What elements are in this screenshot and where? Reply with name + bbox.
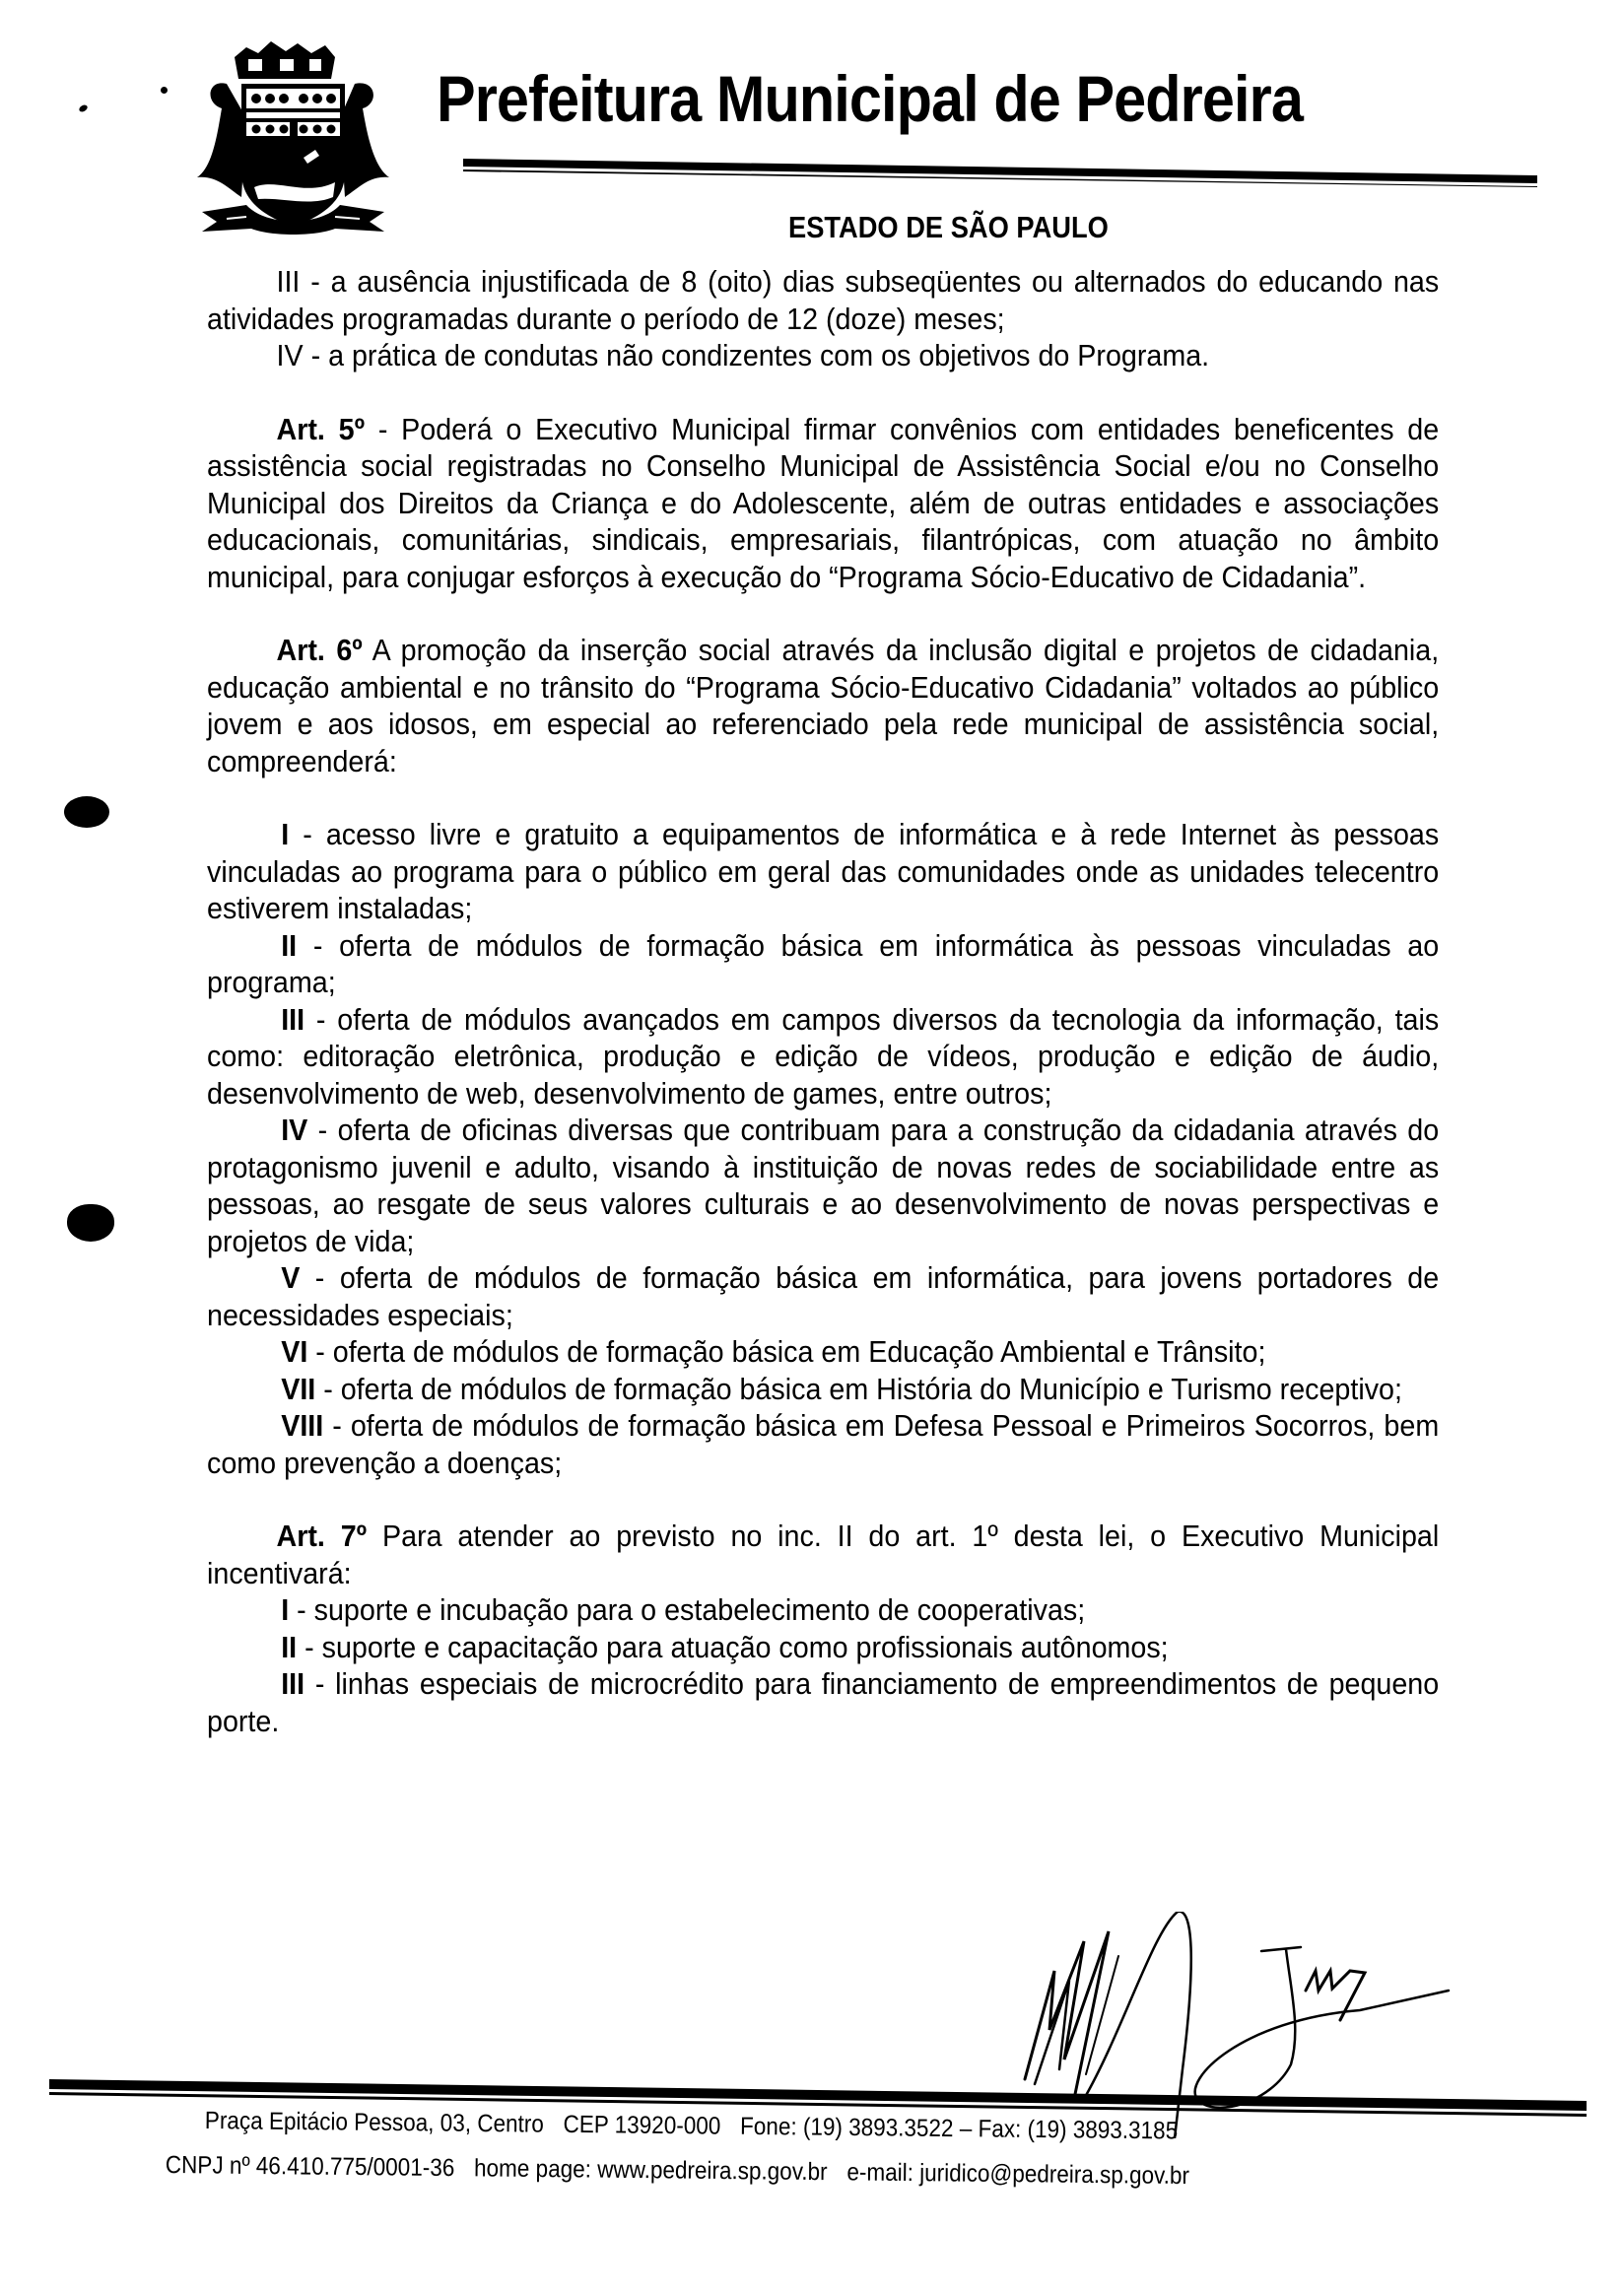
- item-text: - oferta de módulos avançados em campos diversos da tecnologia da informação, tais como: editoração eletrônica, produção e edição de vídeos, produção e edição de áudio, desenvolvimento de web, desenvolvimento de games, entre outros;: [207, 1002, 1440, 1111]
- art6-item-iii: [207, 1002, 1439, 1114]
- clause-iii: [207, 264, 1439, 338]
- article-7: [207, 1519, 1439, 1592]
- article-label: Art. 6º: [276, 634, 363, 667]
- document-body: [207, 264, 1439, 1740]
- footer-phone: Fone: (19) 3893.3522 – Fax: (19) 3893.3185: [739, 2112, 1179, 2145]
- scan-speck: [161, 87, 168, 94]
- clause-text: - a prática de condutas não condizentes com os objetivos do Programa.: [303, 339, 1210, 372]
- footer-cep: CEP 13920-000: [563, 2110, 721, 2140]
- art6-item-i: [207, 817, 1439, 928]
- footer-email[interactable]: e-mail: juridico@pedreira.sp.gov.br: [846, 2158, 1190, 2191]
- item-text: - acesso livre e gratuito a equipamentos de informática e à rede Internet às pessoas vinculadas ao programa para o público em geral das comunidades onde as unidades telecentro estiverem instaladas;: [207, 818, 1440, 925]
- item-text: - oferta de módulos de formação básica em informática às pessoas vinculadas ao programa;: [207, 928, 1440, 999]
- article-text: A promoção da inserção social através da inclusão digital e projetos de cidadania, educação ambiental e no trânsito do “Programa Sócio-Educativo Cidadania” voltados ao público jovem e aos idosos, em especial ao referenciado pela rede municipal de assistência social, compreenderá:: [207, 634, 1440, 778]
- article-text: Para atender ao previsto no inc. II do art. 1º desta lei, o Executivo Municipal incentivará:: [207, 1519, 1440, 1590]
- art6-item-iv: [207, 1113, 1439, 1260]
- item-label: VIII: [281, 1409, 324, 1443]
- item-text: - suporte e incubação para o estabelecimento de cooperativas;: [289, 1593, 1086, 1627]
- header-double-rule: [463, 158, 1537, 187]
- item-label: VII: [281, 1372, 316, 1406]
- item-text: - oferta de módulos de formação básica em informática, para jovens portadores de necessidades especiais;: [207, 1261, 1440, 1332]
- art7-item-i: [207, 1592, 1439, 1630]
- art6-item-vii: [207, 1372, 1439, 1409]
- item-text: - oferta de módulos de formação básica em Educação Ambiental e Trânsito;: [307, 1335, 1266, 1369]
- clause-label: IV: [276, 339, 304, 372]
- item-text: - oferta de oficinas diversas que contribuam para a construção da cidadania através do protagonismo juvenil e adulto, visando à instituição de novas redes de sociabilidade entre as pessoas, ao resgate de seus valores culturais e ao desenvolvimento de novas perspectivas e projetos de vida;: [207, 1114, 1440, 1258]
- article-5: [207, 412, 1439, 597]
- footer-registry-line: [166, 2151, 1189, 2191]
- scan-speck: [78, 103, 89, 113]
- clause-iv: [207, 338, 1439, 375]
- art6-item-vi: [207, 1334, 1439, 1372]
- punch-hole: [64, 796, 109, 828]
- article-label: Art. 5º: [276, 412, 366, 446]
- item-text: - oferta de módulos de formação básica em História do Município e Turismo receptivo;: [315, 1372, 1402, 1406]
- item-label: V: [281, 1261, 301, 1295]
- item-label: VI: [281, 1335, 308, 1369]
- item-text: - linhas especiais de microcrédito para financiamento de empreendimentos de pequeno porte.: [207, 1667, 1440, 1738]
- punch-hole: [67, 1204, 114, 1242]
- item-label: III: [281, 1667, 305, 1701]
- article-label: Art. 7º: [276, 1519, 368, 1553]
- clause-text: - a ausência injustificada de 8 (oito) dias subseqüentes ou alternados do educando nas atividades programadas durante o período de 12 (doze) meses;: [207, 265, 1440, 336]
- item-label: I: [281, 818, 290, 851]
- item-label: I: [281, 1593, 290, 1627]
- item-label: III: [281, 1002, 305, 1037]
- article-6: [207, 633, 1439, 780]
- art6-item-viii: [207, 1408, 1439, 1482]
- item-label: II: [281, 1630, 298, 1664]
- art7-item-iii: [207, 1666, 1439, 1740]
- state-subtitle: ESTADO DE SÃO PAULO: [788, 210, 1109, 244]
- footer-address: Praça Epitácio Pessoa, 03, Centro: [204, 2107, 544, 2138]
- page-title: Prefeitura Municipal de Pedreira: [437, 62, 1304, 135]
- footer-homepage[interactable]: home page: www.pedreira.sp.gov.br: [473, 2154, 828, 2187]
- article-text: - Poderá o Executivo Municipal firmar convênios com entidades beneficentes de assistência social registradas no Conselho Municipal de Assistência Social e/ou no Conselho Municipal dos Direitos da Criança e do Adolescente, além de outras entidades e associações educacionais, comunitárias, sindicais, empresariais, filantrópicas, com atuação no âmbito municipal, para conjugar esforços à execução do “Programa Sócio-Educativo de Cidadania”.: [207, 412, 1440, 594]
- art7-item-ii: [207, 1630, 1439, 1667]
- item-text: - suporte e capacitação para atuação como profissionais autônomos;: [297, 1630, 1169, 1664]
- item-label: IV: [281, 1114, 308, 1147]
- art6-item-ii: [207, 928, 1439, 1002]
- clause-label: III: [276, 265, 301, 299]
- footer-cnpj: CNPJ nº 46.410.775/0001-36: [165, 2151, 455, 2183]
- item-text: - oferta de módulos de formação básica em Defesa Pessoal e Primeiros Socorros, bem como prevenção a doenças;: [207, 1409, 1440, 1480]
- item-label: II: [281, 928, 298, 963]
- coat-of-arms-icon: [187, 39, 399, 236]
- art6-item-v: [207, 1260, 1439, 1334]
